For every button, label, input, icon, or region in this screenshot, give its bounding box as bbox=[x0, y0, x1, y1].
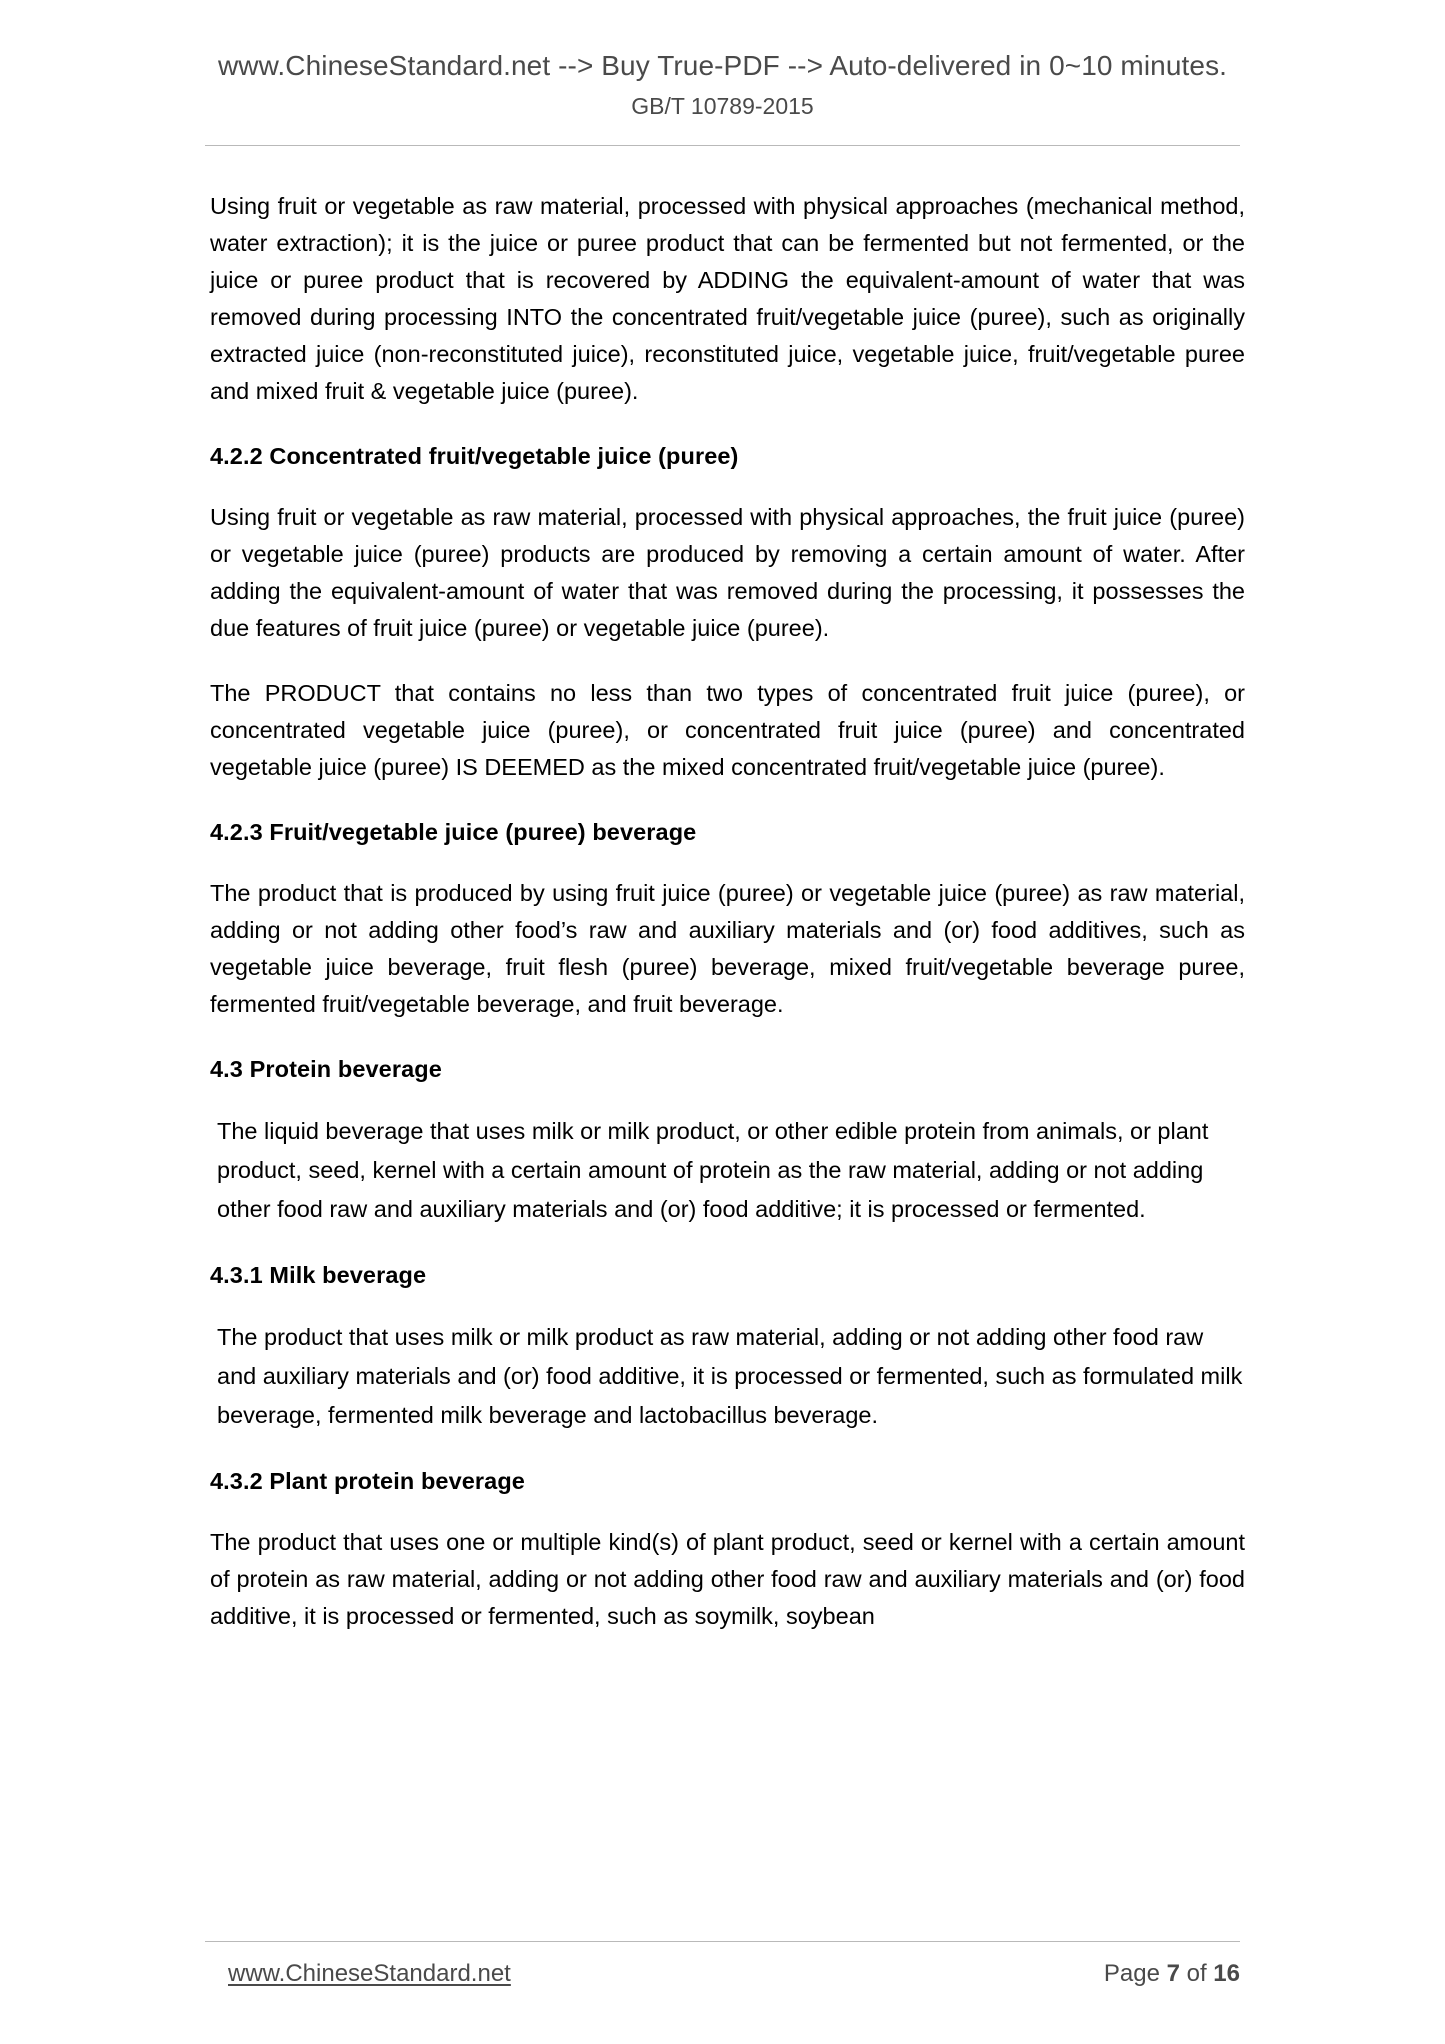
page-footer bbox=[0, 1917, 1445, 1988]
heading-4-3: 4.3 Protein beverage bbox=[210, 1055, 442, 1082]
paragraph-4-3-1-definition: The product that uses milk or milk product as raw material, adding or not adding other food raw and auxiliary materials and (or) food additive, it is processed or fermented, such as formulated milk beverage, fermented milk beverage and lactobacillus beverage. bbox=[217, 1323, 1243, 1428]
page-total-number: 16 bbox=[1213, 1960, 1240, 1987]
paragraph-4-3-2-definition: The product that uses one or multiple kind(s) of plant product, seed or kernel with a certain amount of protein as raw material, adding or not adding other food raw and auxiliary materials and (or) food additive, it is processed or fermented, such as soymilk, soybean bbox=[210, 1528, 1245, 1629]
page-header bbox=[0, 0, 1445, 146]
page-label-prefix: Page bbox=[1103, 1960, 1167, 1987]
watermark-promo-text: www.ChineseStandard.net --> Buy True-PDF --> Auto-delivered in 0~10 minutes. bbox=[217, 50, 1228, 81]
paragraph-4-2-2-definition: Using fruit or vegetable as raw material, processed with physical approaches, the fruit juice (puree) or vegetable juice (puree) products are produced by removing a certain amount of water. After adding the equivalent-amount of water that was removed during the processing, it possesses the due features of fruit juice (puree) or vegetable juice (puree). bbox=[210, 503, 1245, 641]
header-rule-wrap bbox=[0, 145, 1445, 146]
page-label-middle: of bbox=[1179, 1960, 1214, 1987]
paragraph-4-2-3-definition: The product that is produced by using fruit juice (puree) or vegetable juice (puree) as raw material, adding or not adding other food’s raw and auxiliary materials and (or) food additives, such as vegetable juice beverage, fruit flesh (puree) beverage, mixed fruit/vegetable beverage puree, fermented fruit/vegetable beverage, and fruit beverage. bbox=[210, 879, 1245, 1017]
standard-number: GB/T 10789-2015 bbox=[631, 93, 814, 119]
paragraph-4-2-1-definition: Using fruit or vegetable as raw material, processed with physical approaches (mechanical method, water extraction); it is the juice or puree product that can be fermented but not fermented, or the juice or puree product that is recovered by ADDING the equivalent-amount of water that was removed during processing INTO the concentrated fruit/vegetable juice (puree), such as originally extracted juice (non-reconstituted juice), reconstituted juice, vegetable juice, fruit/vegetable puree and mixed fruit & vegetable juice (puree). bbox=[210, 192, 1245, 404]
page-current-number: 7 bbox=[1166, 1960, 1180, 1987]
footer-website-link[interactable]: www.ChineseStandard.net bbox=[228, 1960, 511, 1987]
heading-4-3-1: 4.3.1 Milk beverage bbox=[210, 1261, 427, 1288]
paragraph-4-2-2-mixed-product: The PRODUCT that contains no less than two types of concentrated fruit juice (puree), or concentrated vegetable juice (puree), or concentrated fruit juice (puree) and concentrated vegetable juice (puree) IS DEEMED as the mixed concentrated fruit/vegetable juice (puree). bbox=[210, 679, 1245, 780]
heading-4-2-3: 4.2.3 Fruit/vegetable juice (puree) beverage bbox=[210, 818, 697, 845]
page-number-indicator bbox=[1104, 1960, 1240, 1988]
heading-4-3-2: 4.3.2 Plant protein beverage bbox=[210, 1467, 525, 1494]
header-divider bbox=[205, 145, 1240, 146]
footer-row bbox=[0, 1942, 1445, 1988]
heading-4-2-2: 4.2.2 Concentrated fruit/vegetable juice (puree) bbox=[210, 442, 739, 469]
document-body bbox=[0, 188, 1445, 1635]
paragraph-4-3-definition: The liquid beverage that uses milk or milk product, or other edible protein from animals, or plant product, seed, kernel with a certain amount of protein as the raw material, adding or not adding other food raw and auxiliary materials and (or) food additive; it is processed or fermented. bbox=[217, 1117, 1209, 1222]
